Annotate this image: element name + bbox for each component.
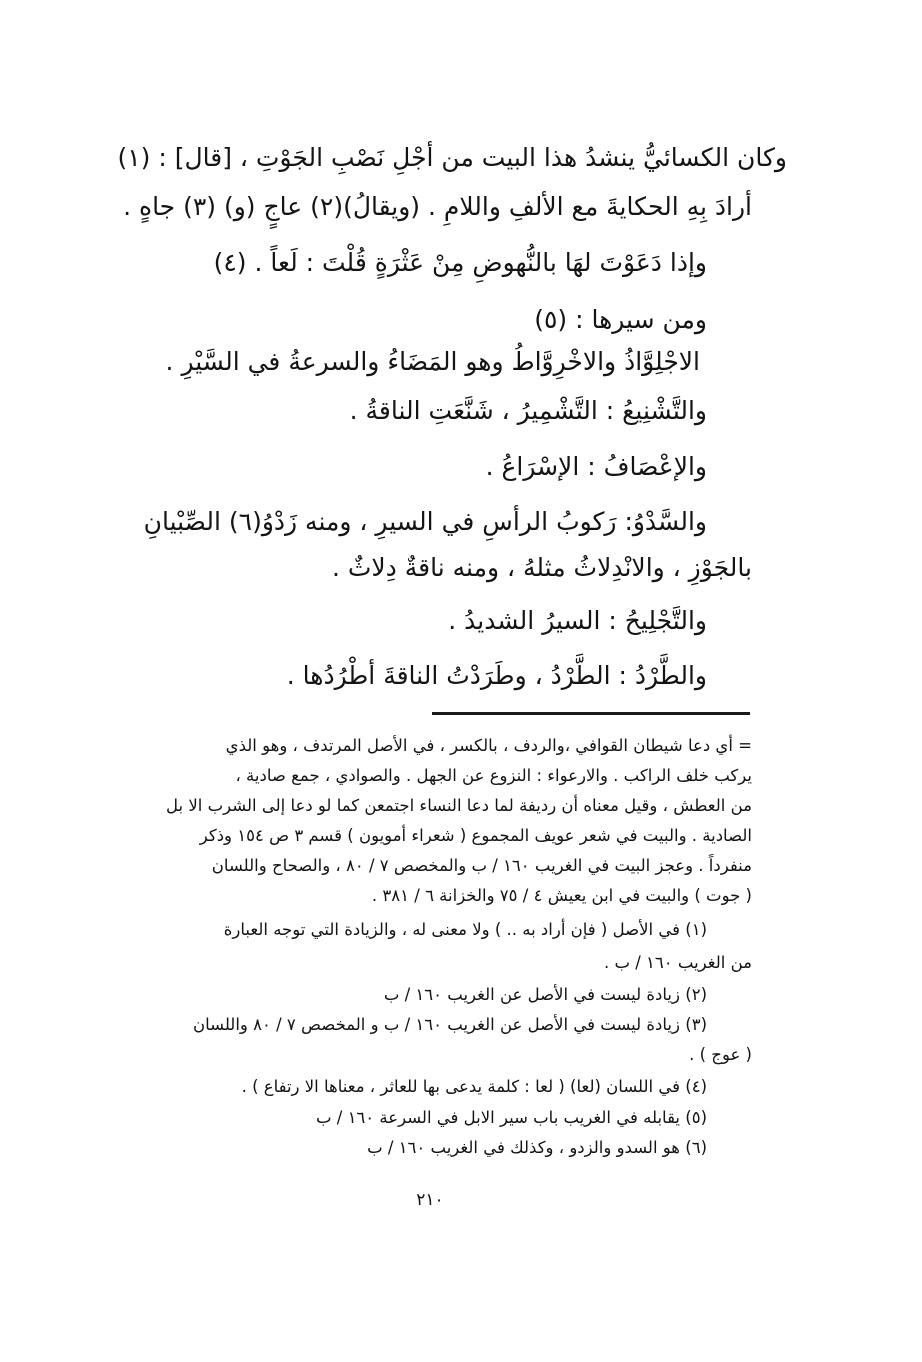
footnote-line: ( جوت ) والبيت في ابن يعيش ٤ / ٧٥ والخزانة ٦ / ٣٨١ . [371, 886, 752, 905]
footnote-line: (٤) في اللسان (لعا) ( لعا : كلمة يدعى بها للعاثر ، معناها الا رتفاع ) . [241, 1077, 707, 1096]
main-text-line: بالجَوْزِ ، والانْدِلاثُ مثلهُ ، ومنه ناقةٌ دِلاثٌ . [331, 553, 752, 582]
footnote-line: (١) في الأصل ( فإن أراد به .. ) ولا معنى له ، والزيادة التي توجه العبارة [223, 920, 707, 939]
footnote-line: (٣) زيادة ليست في الأصل عن الغريب ١٦٠ / ب و المخصص ٧ / ٨٠ واللسان [192, 1015, 707, 1034]
main-text-line: والسَّدْوُ: رَكوبُ الرأسِ في السيرِ ، ومنه زَدْوُ(٦) الصِّبْيانِ [143, 507, 707, 536]
main-text-line: أرادَ بِهِ الحكايةَ مع الألفِ واللامِ . (ويقالُ)(٢) عاجٍ (و) (٣) جاهٍ . [123, 192, 752, 221]
footnote-line: (٥) يقابله في الغريب باب سير الابل في السرعة ١٦٠ / ب [315, 1108, 707, 1127]
main-text-line: الاجْلِوَّاذُ والاخْرِوَّاطُ وهو المَضَاءُ والسرعةُ في السَّيْرِ . [165, 347, 700, 376]
main-text-line: وإذا دَعَوْتَ لهَا بالنُّهوضِ مِنْ عَثْرَةٍ قُلْتَ : لَعاً . (٤) [213, 248, 707, 277]
footnote-line: من العطش ، وقيل معناه أن رديفة لما دعا النساء اجتمعن كما لو دعا إلى الشرب الا بل [166, 796, 752, 815]
footnote-line: من الغريب ١٦٠ / ب . [603, 953, 752, 972]
main-text-line: والتَّجْلِيحُ : السيرُ الشديدُ . [448, 606, 707, 635]
main-text-line: والإعْصَافُ : الإسْرَاعُ . [485, 452, 707, 481]
page-number: ٢١٠ [416, 1190, 444, 1210]
main-text-line: ومن سيرها : (٥) [534, 305, 707, 334]
main-text-line: والتَّشْنِيعُ : التَّشْمِيرُ ، شَنَّعَتِ الناقةُ . [349, 396, 707, 425]
footnote-separator [432, 712, 750, 715]
main-text-line: وكان الكسائيُّ ينشدُ هذا البيت من أجْلِ نَصْبِ الجَوْتِ ، [قال] : (١) [117, 143, 787, 172]
footnote-line: يركب خلف الراكب . والارعواء : النزوع عن الجهل . والصوادي ، جمع صادية ، [235, 766, 752, 785]
footnote-line: الصادية . والبيت في شعر عويف المجموع ( شعراء أمويون ) قسم ٣ ص ١٥٤ وذكر [199, 826, 752, 845]
footnote-line: (٦) هو السدو والزدو ، وكذلك في الغريب ١٦٠ / ب [367, 1138, 707, 1157]
footnote-line: (٢) زيادة ليست في الأصل عن الغريب ١٦٠ / ب [383, 985, 707, 1004]
footnote-line: = أي دعا شيطان القوافي ،والردف ، بالكسر ، في الأصل المرتدف ، وهو الذي [225, 736, 752, 755]
footnote-line: منفرداً . وعجز البيت في الغريب ١٦٠ / ب والمخصص ٧ / ٨٠ ، والصحاح واللسان [211, 856, 752, 875]
footnote-line: ( عوج ) . [689, 1045, 752, 1064]
main-text-line: والطَّرْدُ : الطَّرْدُ ، وطَرَدْتُ الناقةَ أطْرُدُها . [286, 661, 707, 690]
